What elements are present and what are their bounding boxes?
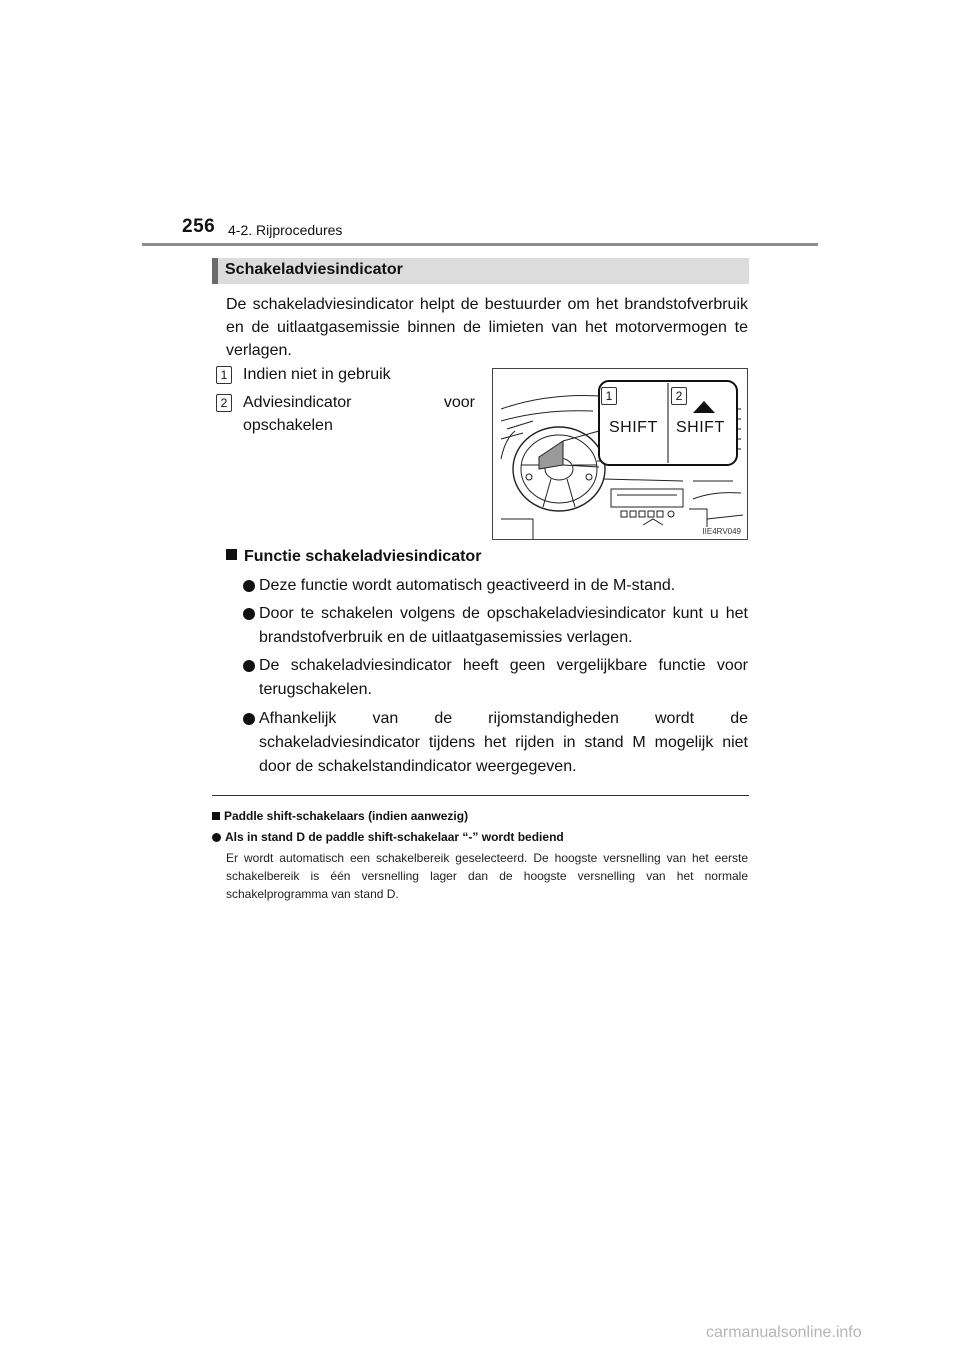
notes-divider <box>212 795 749 796</box>
bullet-text: Afhankelijk van de rijomstandigheden wordt de schakeladviesindicator tijdens het rijden in stand M mogelijk niet door de schakelstandindicator weergegeven. <box>259 710 748 775</box>
section-heading: Schakeladviesindicator <box>225 261 403 278</box>
shift-indicator-on: SHIFT <box>676 419 725 436</box>
dashboard-illustration <box>492 368 748 540</box>
note-subheading <box>212 830 564 844</box>
bullet-dot-icon <box>212 833 221 842</box>
legend-text-2: Adviesindicator voor opschakelen <box>243 394 475 434</box>
note-heading <box>212 809 468 823</box>
bullet-dot-icon <box>243 713 255 725</box>
bullet-item <box>243 574 748 598</box>
bullet-dot-icon <box>243 580 255 592</box>
section-heading-bar <box>212 258 749 284</box>
function-heading <box>226 548 481 566</box>
section-heading-accent <box>212 258 218 284</box>
bullet-text: De schakeladviesindicator heeft geen vergelijkbare functie voor terugschakelen. <box>259 657 748 698</box>
legend-number-1: 1 <box>216 366 232 384</box>
square-bullet-icon <box>226 549 237 560</box>
figure-id: IIE4RV049 <box>702 527 741 536</box>
shift-indicator-off: SHIFT <box>609 419 658 436</box>
note-heading-text: Paddle shift-schakelaars (indien aanwezig) <box>224 809 469 823</box>
figure-callout-2: 2 <box>671 387 687 405</box>
section-breadcrumb: 4-2. Rijprocedures <box>228 222 343 238</box>
square-bullet-icon <box>212 812 220 820</box>
legend-number-2: 2 <box>216 394 232 412</box>
bullet-item <box>243 707 748 779</box>
legend-text-1: Indien niet in gebruik <box>243 366 391 383</box>
bullet-dot-icon <box>243 660 255 672</box>
bullet-text: Door te schakelen volgens de opschakeladviesindicator kunt u het brandstofverbruik en de uitlaatgasemissies verlagen. <box>259 605 748 646</box>
bullet-item <box>243 654 748 702</box>
bullet-item <box>243 602 748 650</box>
header-divider <box>142 243 818 246</box>
bullet-dot-icon <box>243 608 255 620</box>
note-body: Er wordt automatisch een schakelbereik geselecteerd. De hoogste versnelling van het eerste schakelbereik is één versnelling lager dan de hoogste versnelling van het normale schakelprogramma van stand D. <box>226 851 748 901</box>
figure-callout-1: 1 <box>601 387 617 405</box>
site-watermark: carmanualsonline.info <box>706 1324 862 1341</box>
bullet-text: Deze functie wordt automatisch geactiveerd in de M-stand. <box>259 577 676 594</box>
function-heading-text: Functie schakeladviesindicator <box>244 548 482 565</box>
dashboard-line-drawing <box>493 369 748 540</box>
intro-paragraph: De schakeladviesindicator helpt de bestuurder om het brandstofverbruik en de uitlaatgasemissie binnen de limieten van het motorvermogen te verlagen. <box>226 296 748 359</box>
page-number: 256 <box>182 216 216 237</box>
note-subheading-text: Als in stand D de paddle shift-schakelaar “-” wordt bediend <box>225 830 564 844</box>
